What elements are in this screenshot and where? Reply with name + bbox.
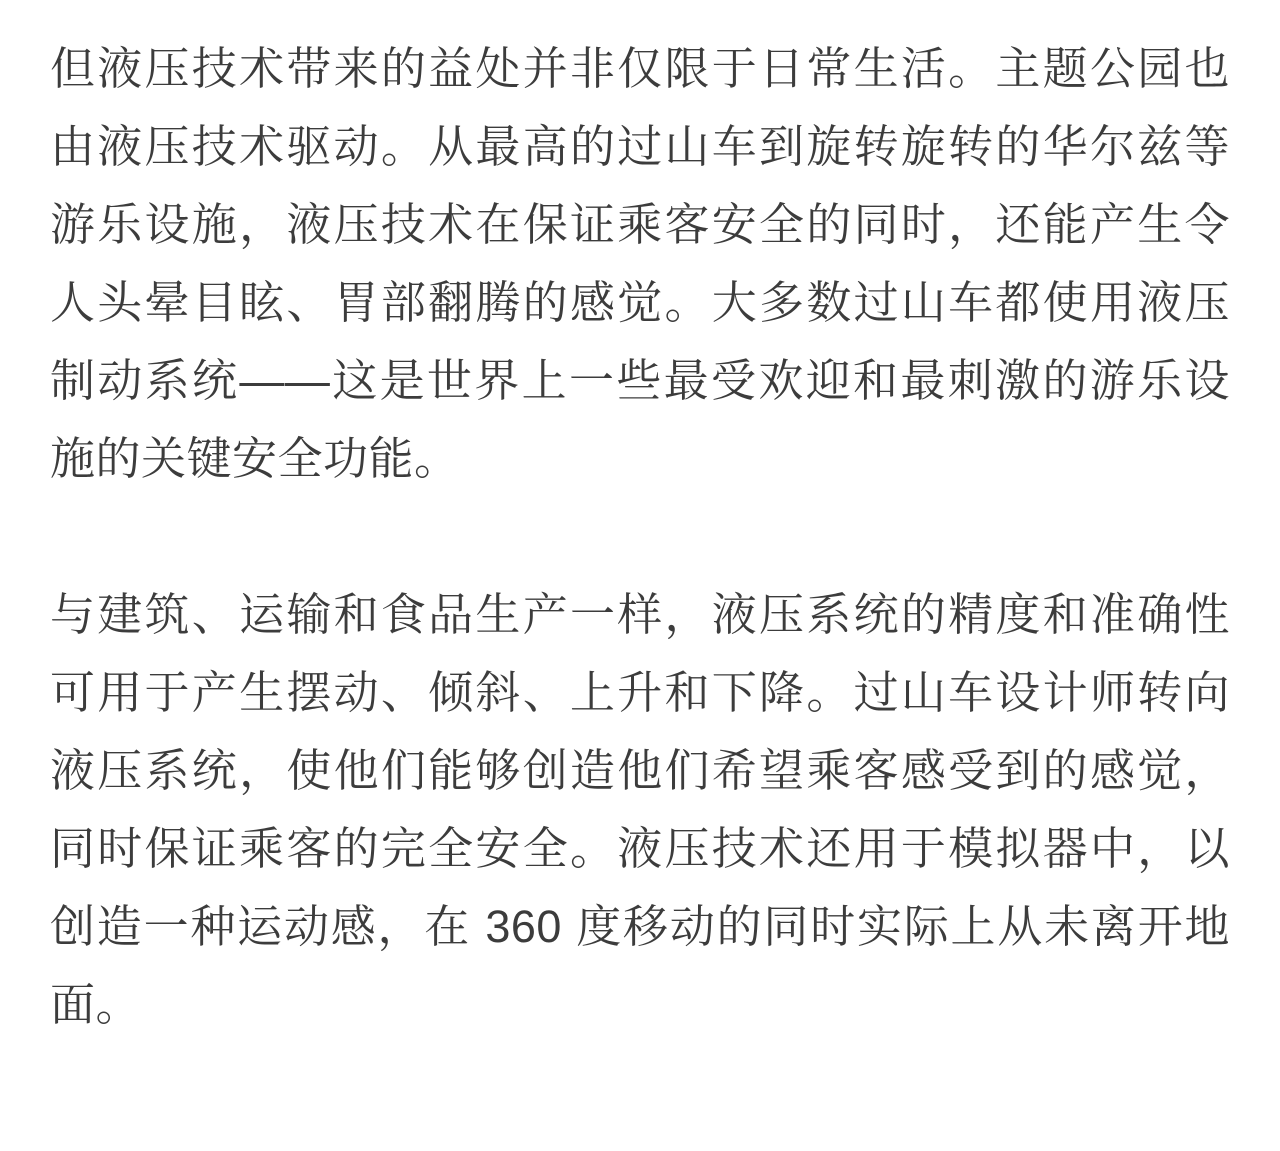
paragraph-1: 但液压技术带来的益处并非仅限于日常生活。主题公园也由液压技术驱动。从最高的过山车到旋转旋转的华尔兹等游乐设施，液压技术在保证乘客安全的同时，还能产生令人头晕目眩、胃部翻腾的感觉。大多数过山车都使用液压制动系统——这是世界上一些最受欢迎和最刺激的游乐设施的关键安全功能。 bbox=[50, 43, 1230, 484]
article-body bbox=[50, 30, 1230, 1044]
paragraph-2: 与建筑、运输和食品生产一样，液压系统的精度和准确性可用于产生摆动、倾斜、上升和下降。过山车设计师转向液压系统，使他们能够创造他们希望乘客感受到的感觉，同时保证乘客的完全安全。液压技术还用于模拟器中，以创造一种运动感，在 360 度移动的同时实际上从未离开地面。 bbox=[50, 589, 1230, 1030]
